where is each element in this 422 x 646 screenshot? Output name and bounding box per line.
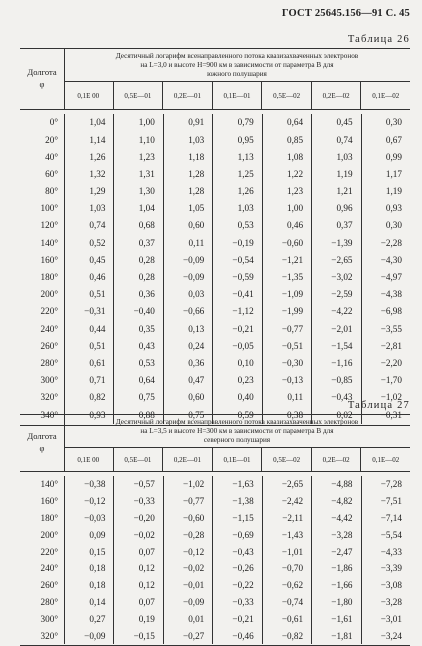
longitude-cell: 260° <box>40 580 58 591</box>
table-cell: −4,97 <box>380 272 402 283</box>
table-cell: −1,39 <box>331 237 353 248</box>
table-cell: −0,33 <box>232 596 254 607</box>
table-cell: −4,82 <box>331 496 353 507</box>
description-line: на L=3,0 и высоте H=900 км в зависимости от параметра B для <box>140 60 334 69</box>
table-cell: −4,38 <box>380 289 402 300</box>
value-column <box>262 476 311 644</box>
table-cell: −2,11 <box>282 512 304 523</box>
table-cell: −0,31 <box>380 409 402 420</box>
table-cell: 1,05 <box>188 203 205 214</box>
table-cell: 0,61 <box>89 357 106 368</box>
table-cell: −1,02 <box>380 392 402 403</box>
table-cell: −0,02 <box>183 563 205 574</box>
longitude-cell: 200° <box>40 529 58 540</box>
column-headers <box>64 448 410 471</box>
table-cell: −1,43 <box>281 529 304 540</box>
table-cell: 1,03 <box>237 203 254 214</box>
table-cell: −3,08 <box>380 580 402 591</box>
table-cell: −3,02 <box>331 272 353 283</box>
table-cell: −4,22 <box>331 306 353 317</box>
table-cell: 0,85 <box>287 134 304 145</box>
table-cell: 0,99 <box>385 151 402 162</box>
table-cell: −0,66 <box>183 306 205 317</box>
table-cell: 0,60 <box>188 392 205 403</box>
table-cell: −1,35 <box>281 272 304 283</box>
table-cell: −2,47 <box>331 546 353 557</box>
longitude-cell: 220° <box>40 546 58 557</box>
table-cell: −2,59 <box>331 289 353 300</box>
table-cell: −1,63 <box>232 479 254 490</box>
column-header: 0,1E—01 <box>212 448 262 471</box>
table-cell: −1,81 <box>331 630 353 641</box>
table-cell: −1,15 <box>232 512 254 523</box>
table-cell: 0,59 <box>237 409 254 420</box>
table-cell: 0,13 <box>188 323 205 334</box>
table-cell: 0,02 <box>336 409 353 420</box>
table-cell: 0,60 <box>188 220 205 231</box>
table-cell: 0,44 <box>89 323 106 334</box>
longitude-cell: 240° <box>40 323 58 334</box>
longitude-cell: 280° <box>40 596 58 607</box>
table-cell: 0,52 <box>89 237 106 248</box>
table-cell: −0,30 <box>281 357 304 368</box>
table-cell: 0,27 <box>89 613 106 624</box>
table-cell: −2,65 <box>331 254 353 265</box>
table-cell: 0,74 <box>336 134 353 145</box>
table-cell: −0,70 <box>281 563 304 574</box>
table-cell: 1,29 <box>89 186 106 197</box>
table-cell: −0,62 <box>281 580 304 591</box>
table-cell: 1,03 <box>336 151 353 162</box>
longitude-symbol: φ <box>39 443 45 454</box>
table-cell: 0,36 <box>138 289 155 300</box>
column-header: 0,5E—01 <box>113 82 163 109</box>
table-cell: −1,38 <box>232 496 254 507</box>
table-cell: 0,53 <box>138 357 155 368</box>
table-cell: 0,36 <box>188 357 205 368</box>
table-cell: 1,10 <box>138 134 155 145</box>
table-cell: 1,32 <box>89 168 106 179</box>
table-cell: −0,05 <box>232 340 254 351</box>
table-cell: −1,09 <box>281 289 304 300</box>
table-cell: −4,42 <box>331 512 353 523</box>
table-cell: 0,18 <box>89 563 106 574</box>
table-cell: 1,08 <box>287 151 304 162</box>
value-column <box>361 476 410 644</box>
table-cell: −0,59 <box>232 272 254 283</box>
page-header: ГОСТ 25645.156—91 С. 45 <box>281 8 410 19</box>
table-cell: −4,33 <box>380 546 402 557</box>
value-column <box>212 476 261 644</box>
longitude-header <box>20 415 65 471</box>
table-cell: 0,12 <box>138 580 155 591</box>
table-cell: −6,98 <box>380 306 402 317</box>
table-cell: 0,51 <box>89 340 106 351</box>
table-cell: 0,01 <box>188 613 205 624</box>
table-cell: 1,00 <box>138 117 155 128</box>
table-header <box>20 49 410 110</box>
table-cell: 1,28 <box>188 186 205 197</box>
table-cell: 0,28 <box>138 272 155 283</box>
table-cell: 0,30 <box>385 117 402 128</box>
table-cell: −0,22 <box>232 580 254 591</box>
longitude-column <box>20 476 65 644</box>
table-cell: −0,61 <box>281 613 304 624</box>
table-cell: −0,85 <box>331 375 353 386</box>
value-column <box>163 114 212 423</box>
table-cell: −0,60 <box>281 237 304 248</box>
column-header: 0,5E—02 <box>261 82 311 109</box>
longitude-cell: 260° <box>40 340 58 351</box>
longitude-cell: 0° <box>49 117 58 128</box>
longitude-label: Долгота <box>27 67 57 78</box>
table-cell: −4,30 <box>380 254 402 265</box>
table-cell: 0,03 <box>188 289 205 300</box>
table-cell: −0,15 <box>133 630 155 641</box>
table-cell: 0,88 <box>138 409 155 420</box>
table-cell: −0,12 <box>183 546 205 557</box>
longitude-cell: 340° <box>40 409 58 420</box>
longitude-cell: 300° <box>40 613 58 624</box>
table-cell: 1,03 <box>188 134 205 145</box>
longitude-cell: 160° <box>40 496 58 507</box>
column-header: 0,1E—01 <box>212 82 262 109</box>
table-cell: 0,43 <box>138 340 155 351</box>
table-cell: 1,13 <box>237 151 254 162</box>
column-headers <box>64 82 410 109</box>
table-cell: 1,19 <box>385 186 402 197</box>
table-cell: 1,22 <box>287 168 304 179</box>
table-cell: 1,30 <box>138 186 155 197</box>
column-header: 0,1E—02 <box>360 82 410 109</box>
longitude-cell: 20° <box>45 134 58 145</box>
table-cell: 0,38 <box>287 409 304 420</box>
table-cell: −5,54 <box>380 529 402 540</box>
table-cell: −1,54 <box>331 340 353 351</box>
table-cell: 0,46 <box>287 220 304 231</box>
table-cell: −0,82 <box>281 630 304 641</box>
table-cell: −2,65 <box>281 479 304 490</box>
column-header: 0,5E—01 <box>113 448 163 471</box>
table-cell: −0,38 <box>84 479 106 490</box>
table-cell: 1,23 <box>138 151 155 162</box>
table-cell: −0,01 <box>183 580 205 591</box>
column-header: 0,1E 00 <box>77 91 100 100</box>
table-cell: −4,88 <box>331 479 353 490</box>
table-cell: −1,16 <box>331 357 353 368</box>
description-line: Десятичный логарифм всенаправленного потока квазизахваченных электронов <box>115 52 359 60</box>
table-cell: −3,39 <box>380 563 402 574</box>
value-column <box>113 476 162 644</box>
table-cell: −0,43 <box>331 392 353 403</box>
table-cell: −0,43 <box>232 546 254 557</box>
description-line: южного полушария <box>207 69 267 78</box>
longitude-cell: 320° <box>40 392 58 403</box>
table-cell: 1,23 <box>287 186 304 197</box>
table-cell: −0,60 <box>183 512 205 523</box>
table-cell: 0,07 <box>138 596 155 607</box>
value-column <box>163 476 212 644</box>
longitude-cell: 180° <box>40 512 58 523</box>
longitude-cell: 120° <box>40 220 58 231</box>
table-cell: −0,09 <box>183 596 205 607</box>
longitude-symbol: φ <box>39 79 45 90</box>
table-cell: 1,17 <box>385 168 402 179</box>
column-header: 0,2E—02 <box>311 448 361 471</box>
table-description <box>64 49 410 82</box>
table-cell: −0,12 <box>84 496 106 507</box>
table-cell: 0,19 <box>138 613 155 624</box>
table-cell: 0,37 <box>138 237 155 248</box>
table-cell: 0,91 <box>188 117 205 128</box>
table-cell: 1,03 <box>89 203 106 214</box>
longitude-cell: 320° <box>40 630 58 641</box>
description-line: северного полушария <box>203 435 271 444</box>
column-header: 0,2E—02 <box>311 82 361 109</box>
longitude-cell: 200° <box>40 289 58 300</box>
longitude-label: Долгота <box>27 431 57 442</box>
table-cell: 0,64 <box>138 375 155 386</box>
table-cell: 0,11 <box>287 392 304 403</box>
table-cell: −0,31 <box>84 306 106 317</box>
table-cell: 0,68 <box>138 220 155 231</box>
table-cell: −0,26 <box>232 563 254 574</box>
value-column <box>113 114 162 423</box>
table-cell: 1,26 <box>89 151 106 162</box>
table-cell: −3,55 <box>380 323 402 334</box>
table-27 <box>20 414 410 646</box>
table-cell: 0,75 <box>188 409 205 420</box>
table-cell: 0,18 <box>89 580 106 591</box>
value-column <box>361 114 410 423</box>
table-cell: −0,21 <box>232 323 254 334</box>
table-cell: −0,27 <box>183 630 205 641</box>
table-cell: −2,81 <box>380 340 402 351</box>
table-cell: 1,26 <box>237 186 254 197</box>
table-cell: −0,09 <box>183 254 205 265</box>
table-cell: −1,66 <box>331 580 353 591</box>
longitude-cell: 180° <box>40 272 58 283</box>
longitude-cell: 140° <box>40 237 58 248</box>
description-line: Десятичный логарифм всенаправленного потока квазизахваченных электронов <box>115 418 359 426</box>
column-header: 0,2E—01 <box>162 448 212 471</box>
longitude-cell: 220° <box>40 306 58 317</box>
table-cell: 1,14 <box>89 134 106 145</box>
table-cell: 0,93 <box>89 409 106 420</box>
table-cell: 0,40 <box>237 392 254 403</box>
table-cell: −0,03 <box>84 512 106 523</box>
longitude-cell: 240° <box>40 563 58 574</box>
table-cell: −3,28 <box>380 596 402 607</box>
table-body <box>20 472 410 645</box>
table-cell: −1,21 <box>281 254 304 265</box>
table-cell: −2,20 <box>380 357 402 368</box>
table-cell: −0,51 <box>281 340 304 351</box>
table-cell: −2,42 <box>281 496 304 507</box>
table-cell: −0,20 <box>133 512 155 523</box>
longitude-cell: 280° <box>40 357 58 368</box>
table-cell: 0,37 <box>336 220 353 231</box>
table-cell: 0,23 <box>237 375 254 386</box>
table-cell: 0,74 <box>89 220 106 231</box>
table-cell: −3,28 <box>331 529 353 540</box>
table-cell: −0,21 <box>232 613 254 624</box>
table-cell: 0,09 <box>89 529 106 540</box>
table-cell: 0,67 <box>385 134 402 145</box>
table-cell: 1,31 <box>138 168 155 179</box>
column-header: 0,1E 00 <box>77 455 100 464</box>
table-cell: −1,01 <box>281 546 304 557</box>
table-cell: −0,46 <box>232 630 254 641</box>
table-cell: 1,25 <box>237 168 254 179</box>
table-description <box>64 415 410 448</box>
data-columns <box>65 476 410 644</box>
table-cell: −1,12 <box>232 306 254 317</box>
table-cell: 0,11 <box>188 237 205 248</box>
data-columns <box>65 114 410 423</box>
table-cell: −7,28 <box>380 479 402 490</box>
table-27-caption: Таблица 27 <box>347 400 410 411</box>
value-column <box>262 114 311 423</box>
table-cell: 0,45 <box>89 254 106 265</box>
table-cell: −0,13 <box>281 375 304 386</box>
table-cell: 0,45 <box>336 117 353 128</box>
table-cell: −0,69 <box>232 529 254 540</box>
column-header: 0,1E—02 <box>360 448 410 471</box>
longitude-cell: 140° <box>40 479 58 490</box>
table-cell: −0,02 <box>133 529 155 540</box>
table-cell: 1,04 <box>89 117 106 128</box>
table-cell: 0,28 <box>138 254 155 265</box>
table-cell: −0,77 <box>183 496 205 507</box>
table-cell: 0,79 <box>237 117 254 128</box>
table-cell: 0,64 <box>287 117 304 128</box>
table-cell: −7,14 <box>380 512 402 523</box>
table-cell: 0,10 <box>237 357 254 368</box>
table-cell: −7,51 <box>380 496 402 507</box>
table-cell: −1,02 <box>183 479 205 490</box>
table-cell: 0,15 <box>89 546 106 557</box>
column-header: 0,5E—02 <box>261 448 311 471</box>
table-cell: −2,01 <box>331 323 353 334</box>
table-cell: 0,46 <box>89 272 106 283</box>
table-cell: 1,19 <box>336 168 353 179</box>
table-cell: 1,28 <box>188 168 205 179</box>
table-26-caption: Таблица 26 <box>347 34 410 45</box>
table-cell: −2,28 <box>380 237 402 248</box>
table-26 <box>20 48 410 426</box>
longitude-cell: 40° <box>45 151 58 162</box>
table-cell: −0,41 <box>232 289 254 300</box>
table-cell: 1,00 <box>287 203 304 214</box>
table-cell: −0,09 <box>84 630 106 641</box>
table-cell: 0,35 <box>138 323 155 334</box>
table-cell: 1,18 <box>188 151 205 162</box>
longitude-cell: 60° <box>45 168 58 179</box>
table-cell: 0,07 <box>138 546 155 557</box>
longitude-cell: 80° <box>45 186 58 197</box>
longitude-column <box>20 114 65 423</box>
table-cell: −1,70 <box>380 375 402 386</box>
table-cell: 1,21 <box>336 186 353 197</box>
table-cell: 0,47 <box>188 375 205 386</box>
table-cell: 0,30 <box>385 220 402 231</box>
table-cell: 0,93 <box>385 203 402 214</box>
table-cell: −1,61 <box>331 613 353 624</box>
table-cell: −1,80 <box>331 596 353 607</box>
table-body <box>20 110 410 424</box>
longitude-cell: 300° <box>40 375 58 386</box>
table-cell: 0,71 <box>89 375 106 386</box>
table-cell: −0,74 <box>281 596 304 607</box>
longitude-cell: 160° <box>40 254 58 265</box>
table-cell: −0,40 <box>133 306 155 317</box>
table-cell: 0,75 <box>138 392 155 403</box>
table-cell: 0,53 <box>237 220 254 231</box>
table-cell: 0,51 <box>89 289 106 300</box>
table-cell: 0,95 <box>237 134 254 145</box>
table-cell: 0,96 <box>336 203 353 214</box>
table-cell: −1,86 <box>331 563 353 574</box>
table-cell: −1,99 <box>281 306 304 317</box>
table-cell: 0,12 <box>138 563 155 574</box>
table-cell: −0,19 <box>232 237 254 248</box>
table-cell: −0,09 <box>183 272 205 283</box>
value-column <box>212 114 261 423</box>
longitude-header <box>20 49 65 109</box>
table-cell: −0,28 <box>183 529 205 540</box>
table-cell: −0,77 <box>281 323 304 334</box>
table-header <box>20 415 410 472</box>
table-cell: −3,24 <box>380 630 402 641</box>
value-column <box>311 114 360 423</box>
longitude-cell: 100° <box>40 203 58 214</box>
description-line: на L=3,5 и высоте H=300 км в зависимости от параметра B для <box>140 426 334 435</box>
table-cell: −0,54 <box>232 254 254 265</box>
value-column <box>65 476 113 644</box>
table-cell: −3,01 <box>380 613 402 624</box>
table-cell: 0,82 <box>89 392 106 403</box>
value-column <box>65 114 113 423</box>
column-header: 0,2E—01 <box>162 82 212 109</box>
table-cell: −0,33 <box>133 496 155 507</box>
value-column <box>311 476 360 644</box>
table-cell: 0,24 <box>188 340 205 351</box>
table-cell: −0,57 <box>133 479 155 490</box>
table-cell: 0,14 <box>89 596 106 607</box>
table-cell: 1,04 <box>138 203 155 214</box>
